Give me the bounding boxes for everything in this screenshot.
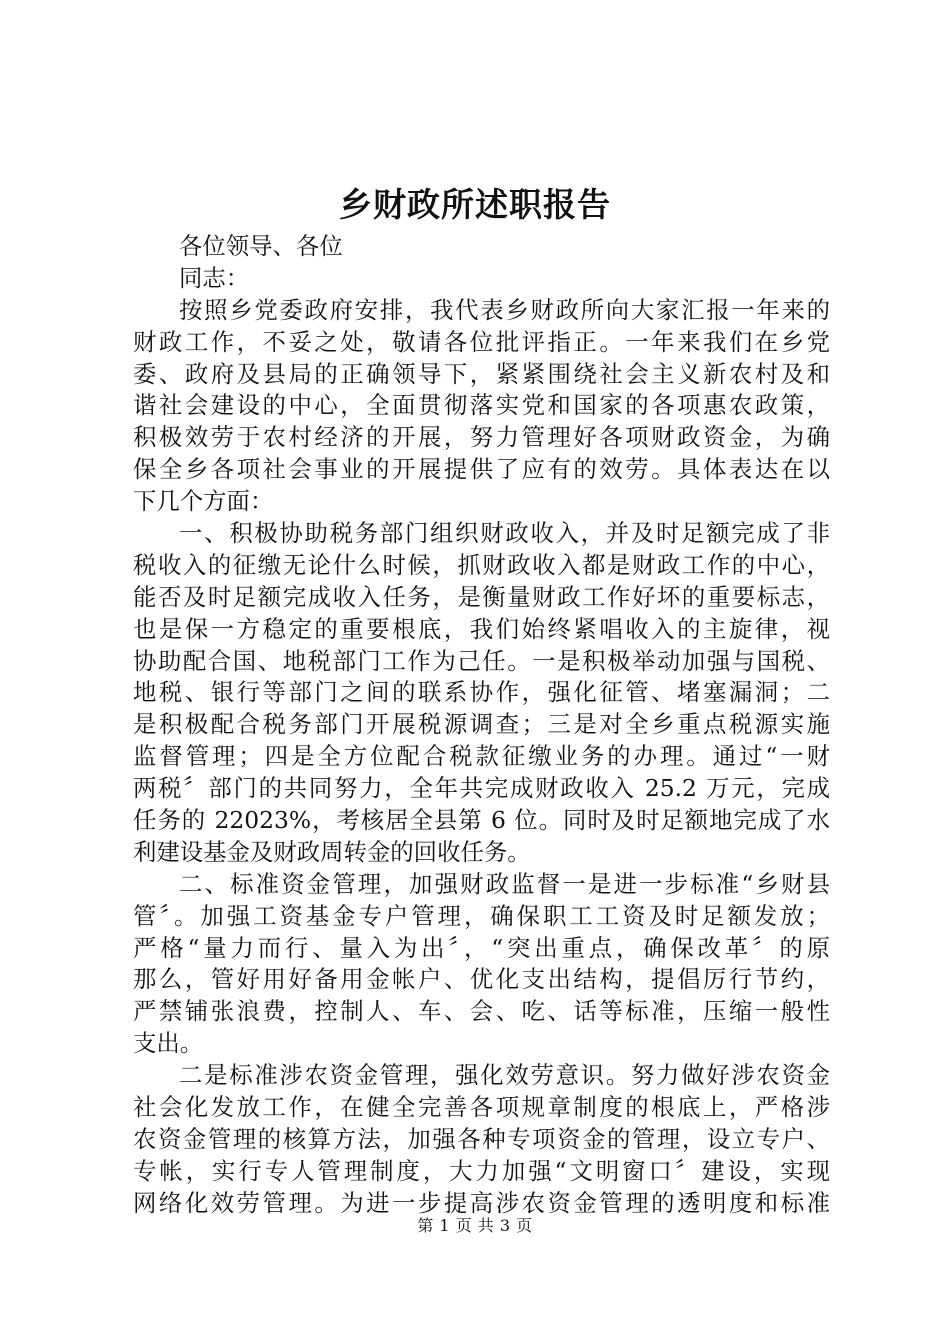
text-line: 委、政府及县局的正确领导下，紧紧围绕社会主义新农村及和 [133, 359, 830, 388]
text-line: 两税〞部门的共同努力，全年共完成财政收入 25.2 万元，完成 [133, 774, 830, 803]
text-line: 社会化发放工作，在健全完善各项规章制度的根底上，严格涉 [133, 1093, 830, 1122]
text-line: 按照乡党委政府安排，我代表乡财政所向大家汇报一年来的 [179, 295, 830, 324]
text-line: 二、标准资金管理，加强财政监督一是进一步标准“乡财县 [179, 869, 830, 898]
text-line: 网络化效劳管理。为进一步提高涉农资金管理的透明度和标准 [133, 1188, 830, 1217]
text-line: 同志： [179, 263, 250, 292]
text-line: 严禁铺张浪费，控制人、车、会、吃、话等标准，压缩一般性 [133, 997, 830, 1026]
document-title: 乡财政所述职报告 [339, 185, 611, 224]
text-line: 税收入的征缴无论什么时候，抓财政收入都是财政工作的中心， [133, 550, 830, 579]
text-line: 管〞。加强工资基金专户管理，确保职工工资及时足额发放； [133, 901, 830, 930]
text-line: 协助配合国、地税部门工作为己任。一是积极举动加强与国税、 [133, 646, 830, 675]
page-number: 第 1 页 共 3 页 [417, 1216, 533, 1235]
text-line: 下几个方面： [133, 487, 274, 516]
text-line: 各位领导、各位 [179, 232, 343, 260]
text-line: 利建设基金及财政周转金的回收任务。 [133, 837, 531, 866]
text-line: 专帐，实行专人管理制度，大力加强“文明窗口〞建设，实现 [133, 1156, 830, 1185]
text-line: 财政工作，不妥之处，敬请各位批评指正。一年来我们在乡党 [133, 327, 830, 356]
text-line: 监督管理；四是全方位配合税款征缴业务的办理。通过“一财 [133, 742, 830, 771]
text-line: 支出。 [133, 1029, 204, 1058]
text-line: 保全乡各项社会事业的开展提供了应有的效劳。具体表达在以 [133, 455, 830, 484]
text-line: 能否及时足额完成收入任务，是衡量财政工作好坏的重要标志， [133, 582, 830, 611]
text-line: 农资金管理的核算方法，加强各种专项资金的管理，设立专户、 [133, 1124, 830, 1153]
text-line: 也是保一方稳定的重要根底，我们始终紧唱收入的主旋律，视 [133, 614, 830, 643]
text-line: 谐社会建设的中心，全面贯彻落实党和国家的各项惠农政策， [133, 391, 830, 420]
text-line: 那么，管好用好备用金帐户、优化支出结构，提倡厉行节约， [133, 965, 830, 994]
text-line: 一、积极协助税务部门组织财政收入，并及时足额完成了非 [179, 519, 830, 548]
document-body [133, 231, 830, 1220]
text-line: 是积极配合税务部门开展税源调查；三是对全乡重点税源实施 [133, 710, 830, 739]
text-line: 任务的 22023%，考核居全县第 6 位。同时及时足额地完成了水 [133, 806, 830, 835]
text-line: 积极效劳于农村经济的开展，努力管理好各项财政资金，为确 [133, 423, 830, 452]
text-line: 地税、银行等部门之间的联系协作，强化征管、堵塞漏洞；二 [133, 678, 830, 707]
text-line: 二是标准涉农资金管理，强化效劳意识。努力做好涉农资金 [179, 1061, 830, 1090]
text-line: 严格“量力而行、量入为出〞，“突出重点，确保改革〞的原 [133, 933, 830, 962]
